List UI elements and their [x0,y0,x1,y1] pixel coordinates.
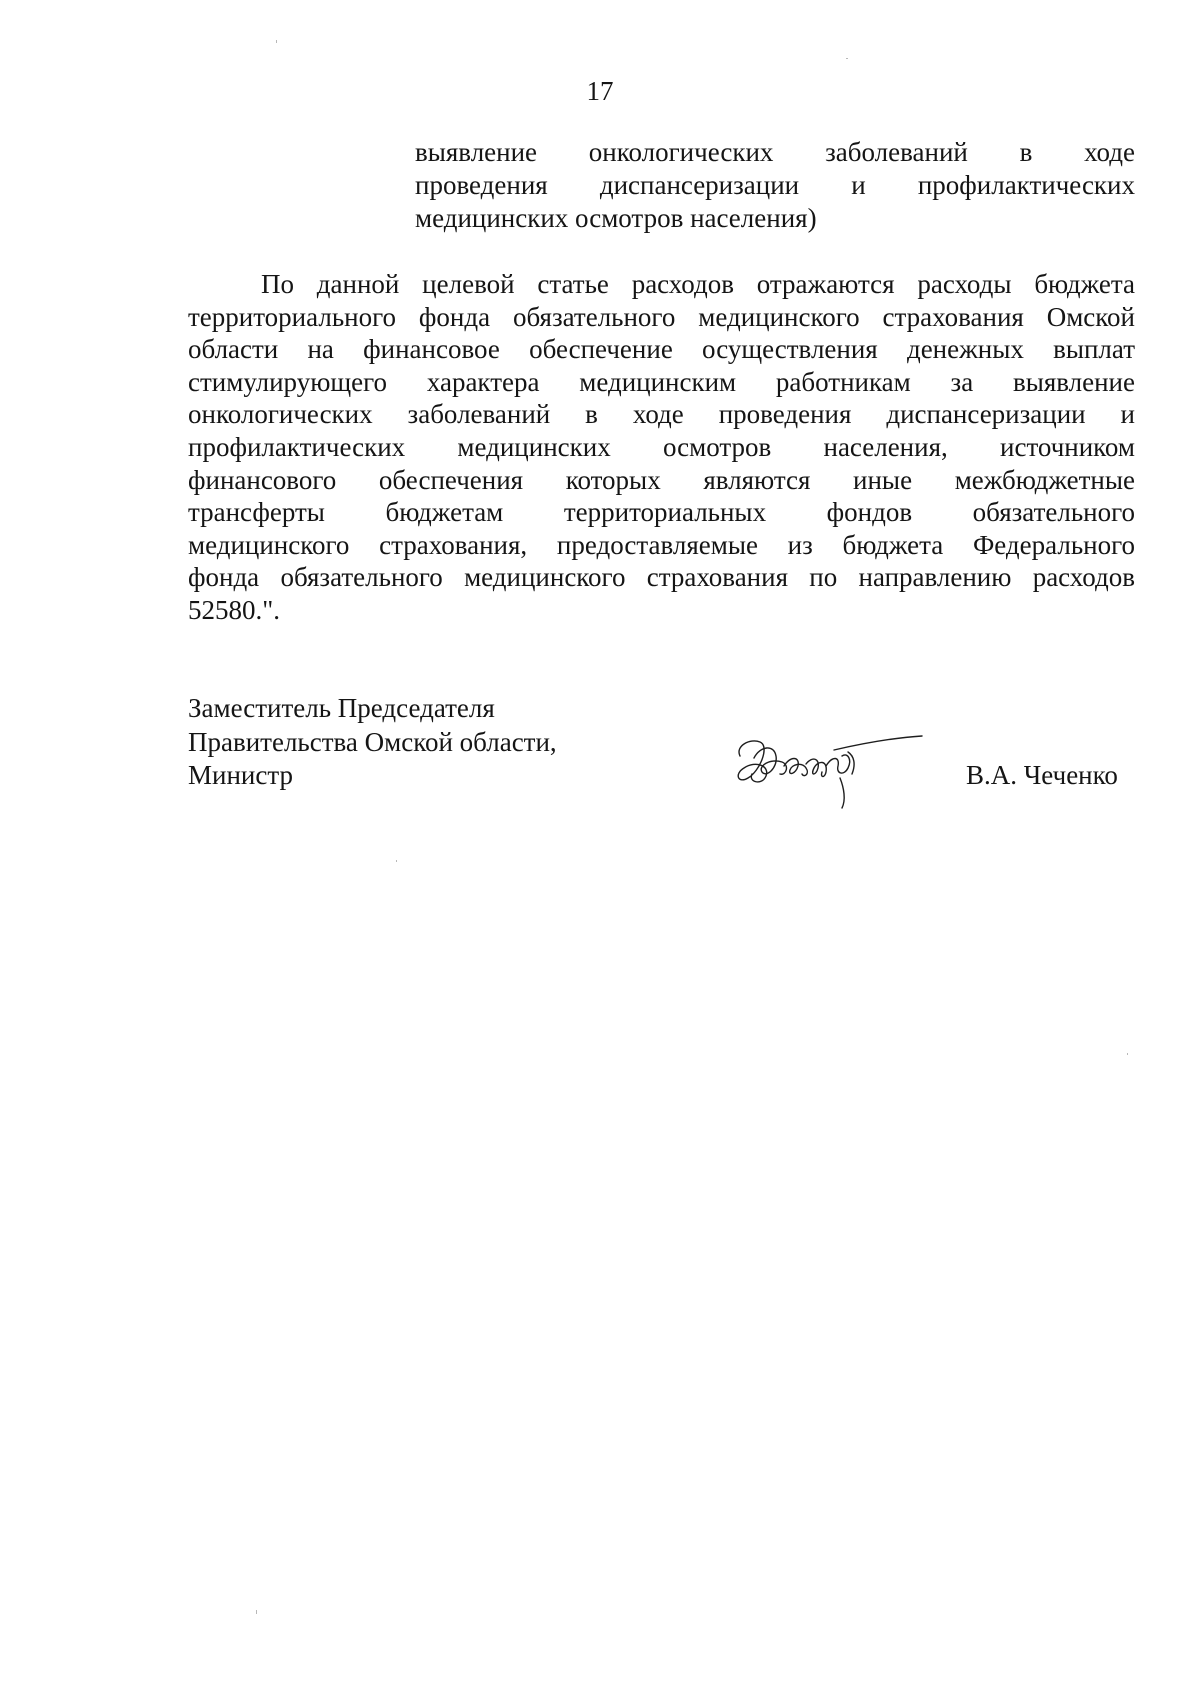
position-line: Заместитель Председателя [188,693,495,723]
scan-artifact [846,58,848,59]
paragraph-line: онкологических заболеваний в ходе проведения диспансеризации и [188,399,1135,430]
paragraph-line: области на финансовое обеспечение осуществления денежных выплат [188,334,1135,365]
paragraph-line: 52580.". [188,594,281,625]
expense-item-heading [415,136,1135,235]
heading-line: медицинских осмотров населения) [415,203,817,233]
scan-artifact [1127,1053,1128,1055]
signatory-position [188,692,557,793]
paragraph-line: территориального фонда обязательного медицинского страхования Омской [188,301,1135,332]
position-line: Министр [188,760,293,790]
paragraph-line: медицинского страхования, предоставляемые из бюджета Федерального [188,529,1135,560]
heading-line: выявление онкологических заболеваний в ходе [415,137,1135,167]
signatory-name: В.А. Чеченко [966,760,1118,790]
signature-strokes [738,736,922,808]
paragraph-line: стимулирующего характера медицинским работникам за выявление [188,366,1135,397]
heading-line: проведения диспансеризации и профилактических [415,170,1135,200]
paragraph-line: трансферты бюджетам территориальных фондов обязательного [188,497,1135,528]
paragraph-line: фонда обязательного медицинского страхования по направлению расходов [188,562,1135,593]
page-number: 17 [586,76,614,106]
handwritten-signature [730,716,930,816]
paragraph-line: финансового обеспечения которых являются иные межбюджетные [188,464,1135,495]
paragraph-line: По данной целевой статье расходов отражаются расходы бюджета [261,269,1135,299]
scan-artifact [256,1610,257,1614]
paragraph-line: профилактических медицинских осмотров населения, источником [188,431,1135,462]
body-paragraph [188,268,1135,627]
scan-artifact [276,40,277,43]
scan-artifact [396,860,397,862]
position-line: Правительства Омской области, [188,726,557,757]
